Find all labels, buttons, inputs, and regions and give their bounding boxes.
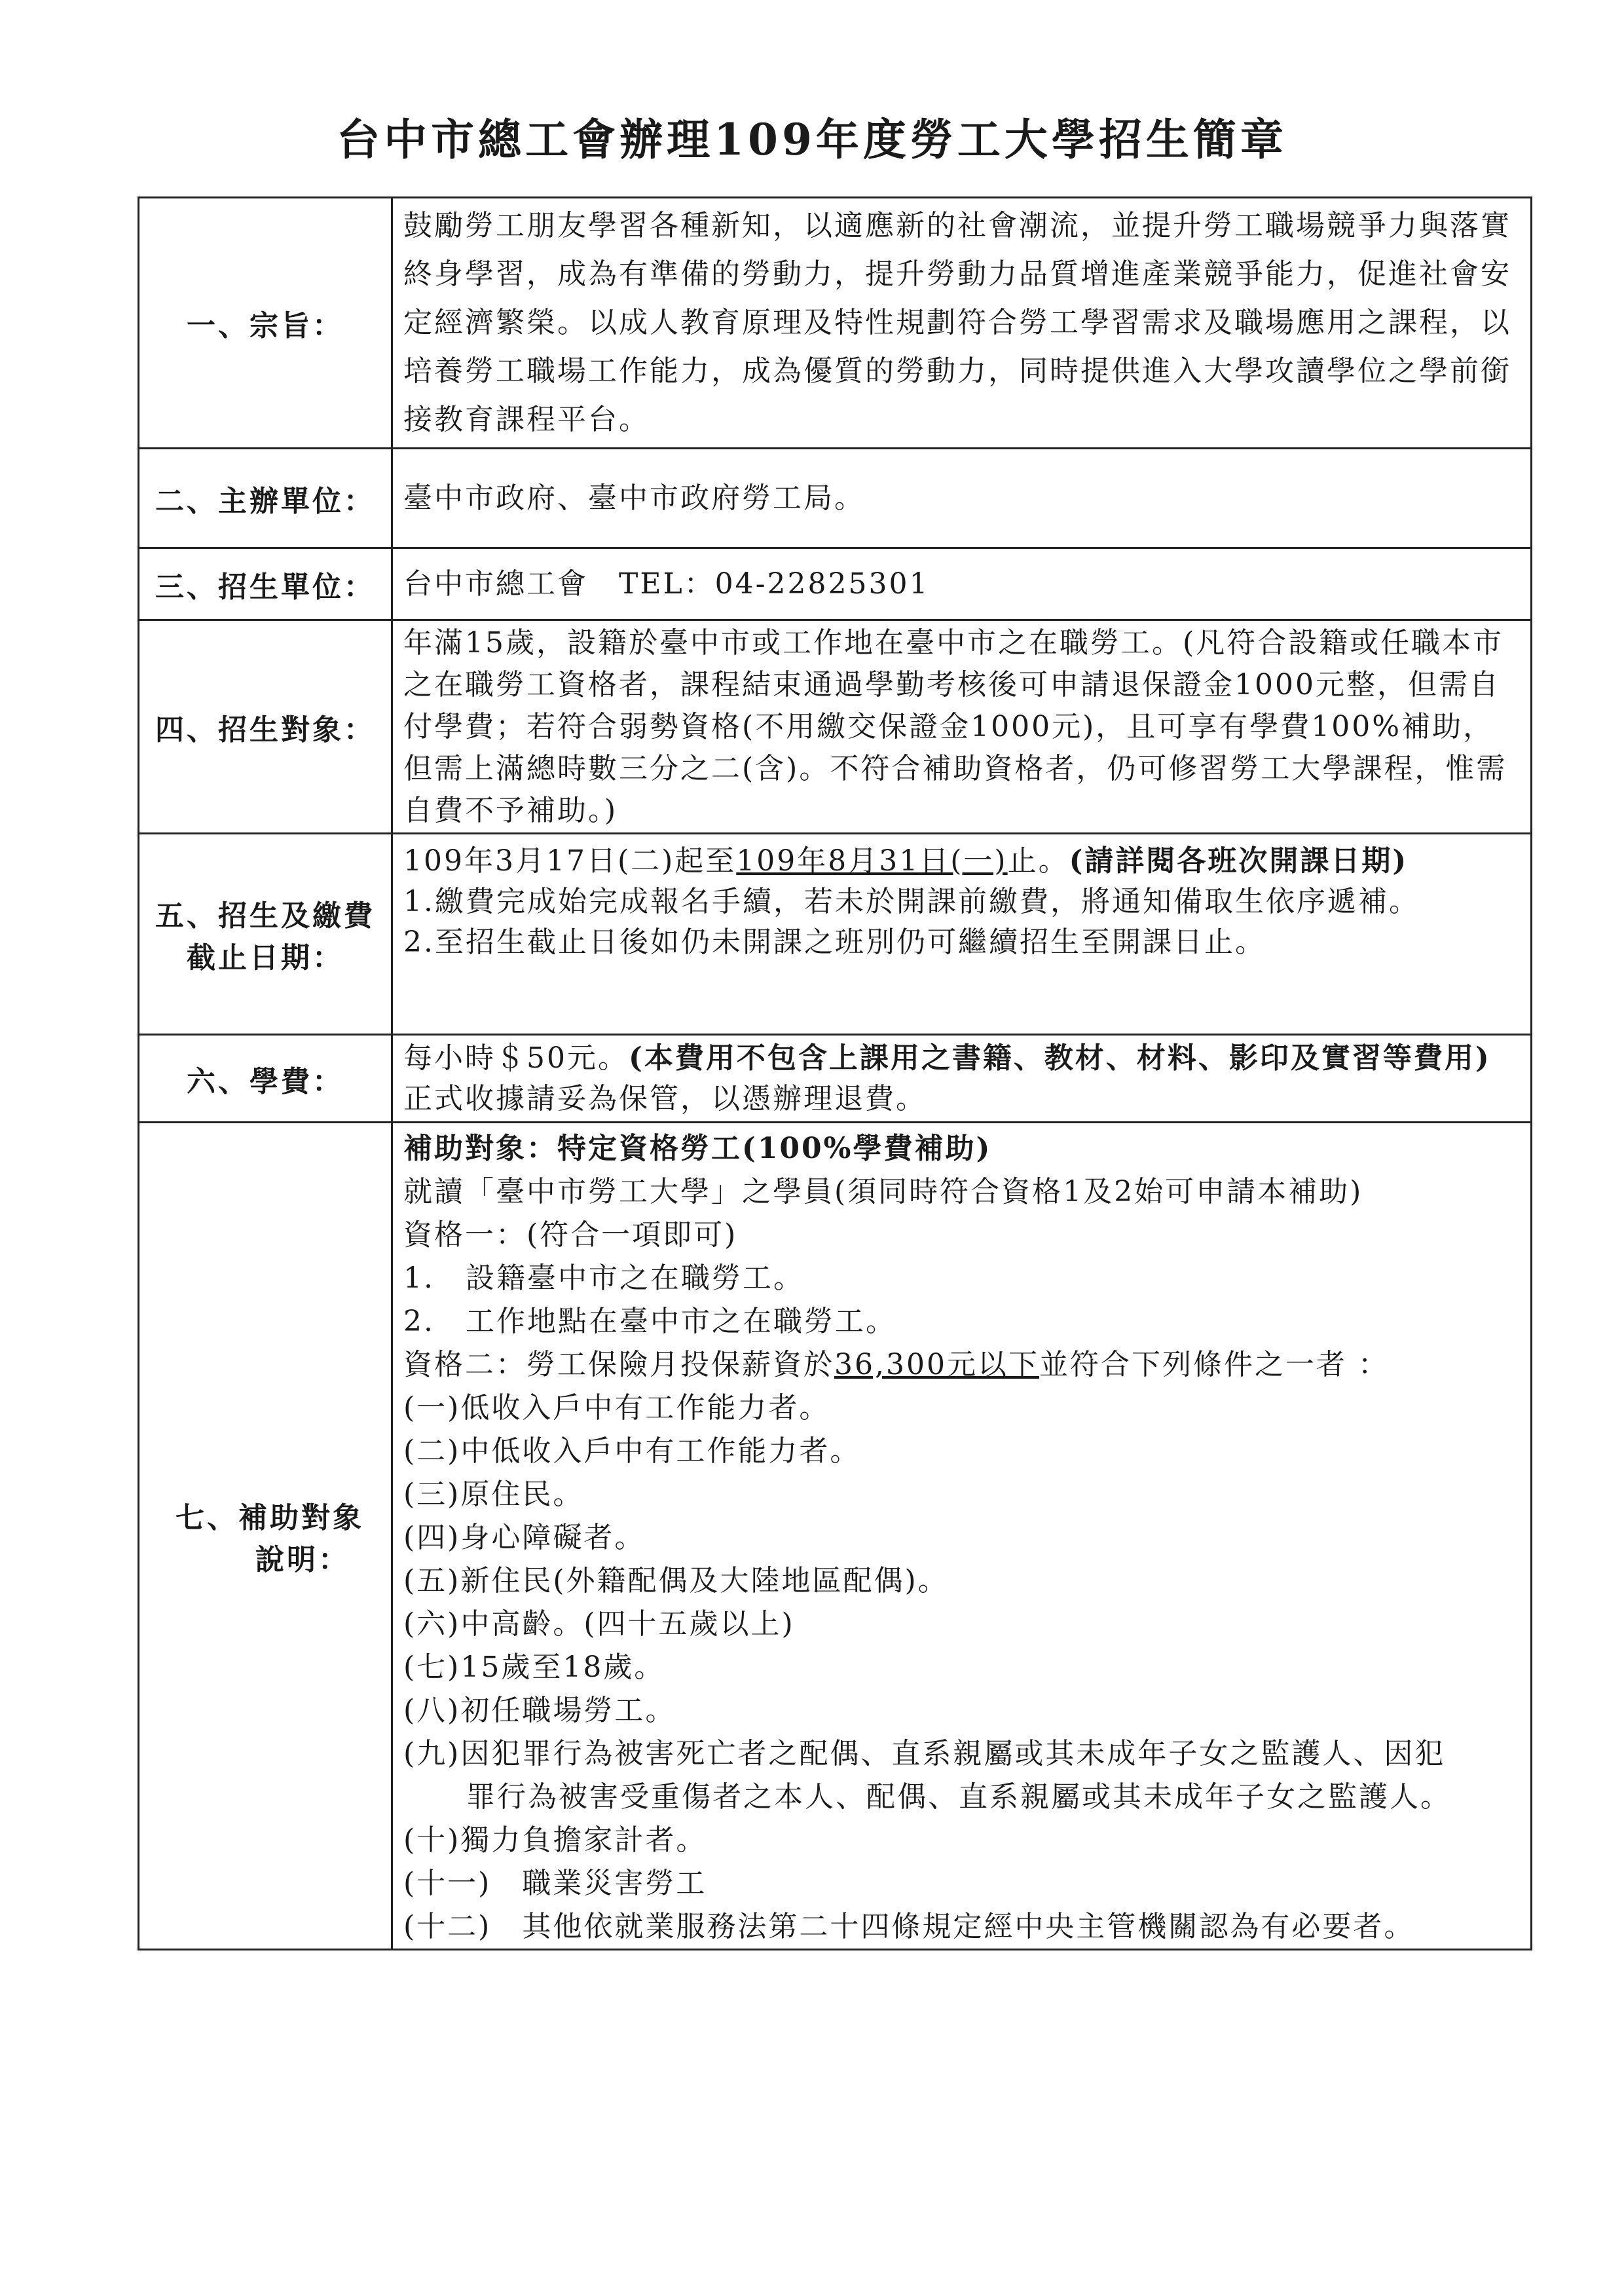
subsidy-item: (十二) 其他依就業服務法第二十四條規定經中央主管機關認為有必要者。 [403,1910,1415,1943]
label-line: 五、招生及繳費 [155,899,375,933]
row-label: 三、招生單位： [139,548,392,620]
row-value: 台中市總工會 TEL：04-22825301 [392,548,1532,620]
subsidy-item: (十一) 職業災害勞工 [403,1867,707,1900]
row-value [392,1123,1532,1950]
label-line: 說明： [255,1543,350,1577]
fee-note: (本費用不包含上課用之書籍、教材、材料、影印及實習等費用) [629,1041,1491,1075]
row-organizer [139,449,1532,548]
row-value [392,834,1532,1035]
row-label: 六、學費： [139,1035,392,1123]
row-subsidy [139,1123,1532,1950]
row-label: 四、招生對象： [139,620,392,834]
row-eligibility [139,620,1532,834]
row-label: 二、主辦單位： [139,449,392,548]
subsidy-item: (九)因犯罪行為被害死亡者之配偶、直系親屬或其未成年子女之監護人、因犯 [403,1737,1446,1770]
fee: 每小時＄50元。 [403,1041,629,1075]
row-value: 年滿15歲，設籍於臺中市或工作地在臺中市之在職勞工。(凡符合設籍或任職本市之在職勞工資格者，課程結束通過學勤考核後可申請退保證金1000元整，但需自付學費；若符合弱勢資格(不用繳交保證金1000元)，且可享有學費100%補助，但需上滿總時數三分之二(含)。不符合補助資格者，仍可修習勞工大學課程，惟需自費不予補助。) [392,620,1532,834]
date-tail: 止。 [1007,844,1069,878]
label-line: 七、 [175,1501,238,1535]
date-note: (請詳閱各班次開課日期) [1069,844,1409,878]
label-line: 截止日期： [187,941,344,975]
subsidy-line: 2. 工作地點在臺中市之在職勞工。 [403,1305,896,1338]
subsidy-line: 1. 設籍臺中市之在職勞工。 [403,1261,804,1295]
subsidy-item: (八)初任職場勞工。 [403,1694,676,1727]
subsidy-item: (四)身心障礙者。 [403,1521,646,1554]
row-deadline [139,834,1532,1035]
date-start: 109年3月17日(二)起至 [403,844,737,878]
q2-post: 並符合下列條件之一者 ： [1039,1348,1389,1381]
subsidy-item: (二)中低收入戶中有工作能力者。 [403,1434,861,1468]
subsidy-item: (一)低收入戶中有工作能力者。 [403,1391,830,1425]
subsidy-item: (十)獨力負擔家計者。 [403,1823,707,1857]
subsidy-item: (六)中高齡。(四十五歲以上) [403,1607,795,1641]
date-end: 109年8月31日(一) [736,844,1008,878]
subsidy-item-cont: 罪行為被害受重傷者之本人、配偶、直系親屬或其未成年子女之監護人。 [466,1780,1451,1814]
subsidy-item: (五)新住民(外籍配偶及大陸地區配偶)。 [403,1564,949,1597]
subsidy-line: 就讀「臺中市勞工大學」之學員(須同時符合資格1及2始可申請本補助) [403,1175,1363,1208]
q2-amount: 36,300元以下 [834,1348,1039,1381]
label-line: 補助對象 [238,1501,364,1535]
row-value: 鼓勵勞工朋友學習各種新知，以適應新的社會潮流，並提升勞工職場競爭力與落實終身學習，成為有準備的勞動力，提升勞動力品質增進產業競爭能力，促進社會安定經濟繁榮。以成人教育原理及特性規劃符合勞工學習需求及職場應用之課程，以培養勞工職場工作能力，成為優質的勞動力，同時提供進入大學攻讀學位之學前銜接教育課程平台。 [392,198,1532,449]
row-label [139,1123,392,1950]
note: 2.至招生截止日後如仍未開課之班別仍可繼續招生至開課日止。 [403,925,1266,959]
subsidy-item: (三)原住民。 [403,1478,584,1511]
subsidy-item: (七)15歲至18歲。 [403,1651,665,1684]
row-value: 臺中市政府、臺中市政府勞工局。 [392,449,1532,548]
receipt-note: 正式收據請妥為保管，以憑辦理退費。 [403,1081,927,1115]
row-purpose [139,198,1532,449]
admission-table [138,196,1532,1950]
row-label [139,834,392,1035]
subsidy-line: 補助對象：特定資格勞工(100%學費補助) [403,1132,992,1165]
row-tuition [139,1035,1532,1123]
row-value [392,1035,1532,1123]
subsidy-line: 資格一：(符合一項即可) [403,1218,738,1252]
row-enrollment-unit [139,548,1532,620]
note: 1.繳費完成始完成報名手續，若未於開課前繳費，將通知備取生依序遞補。 [403,885,1420,918]
document-title: 台中市總工會辦理109年度勞工大學招生簡章 [337,114,1287,165]
q2-pre: 資格二：勞工保險月投保薪資於 [403,1348,834,1381]
row-label: 一、宗旨： [139,198,392,449]
